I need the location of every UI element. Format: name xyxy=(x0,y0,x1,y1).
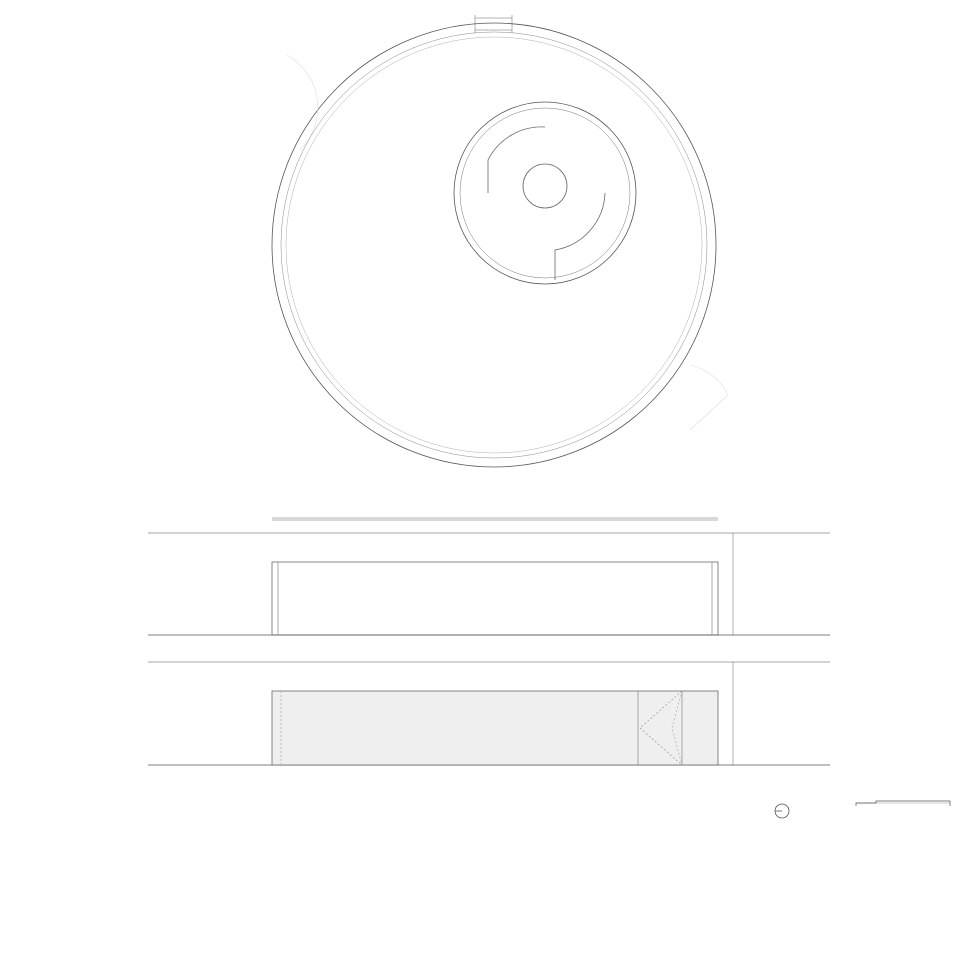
inner-column xyxy=(523,164,567,208)
inner-wall-left xyxy=(488,127,545,193)
elevation-front xyxy=(148,518,830,635)
plan-view xyxy=(272,23,728,467)
scale-bar xyxy=(850,800,960,824)
inner-core-inner xyxy=(460,108,630,278)
north-arrow-icon xyxy=(773,802,791,820)
plan-dimensions xyxy=(475,15,512,33)
inner-core-outer xyxy=(454,102,636,284)
elevation-section xyxy=(148,662,830,765)
outer-ring-inner xyxy=(281,32,707,458)
pivot-door-swing-right xyxy=(690,365,728,430)
outer-ring-outer xyxy=(272,23,716,467)
pivot-door-swing-left xyxy=(287,55,318,150)
outer-ring-mid xyxy=(286,37,702,453)
